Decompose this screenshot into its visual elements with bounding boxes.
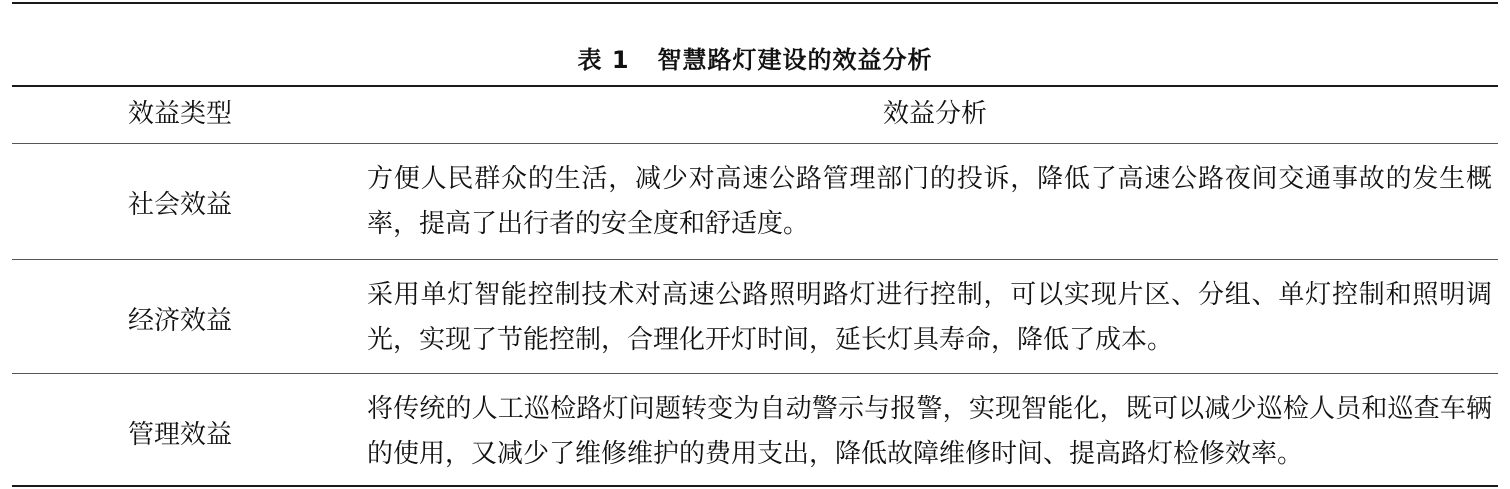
row-benefit-analysis: 采用单灯智能控制技术对高速公路照明路灯进行控制，可以实现片区、分组、单灯控制和照明调光，实现了节能控制，合理化开灯时间，延长灯具寿命，降低了成本。 — [367, 280, 1492, 355]
header-benefit-analysis: 效益分析 — [882, 99, 987, 129]
table-row — [0, 261, 1510, 375]
header-bottom-rule — [12, 143, 1498, 144]
table-row — [0, 145, 1510, 259]
table-row — [0, 375, 1510, 489]
table-number: 表 1 — [577, 46, 630, 74]
row-divider — [12, 373, 1498, 374]
bottom-rule — [12, 485, 1498, 487]
table-caption — [0, 40, 1510, 75]
row-benefit-analysis: 将传统的人工巡检路灯问题转变为自动警示与报警，实现智能化，既可以减少巡检人员和巡查车辆的使用，又减少了维修维护的费用支出，降低故障维修时间、提高路灯检修效率。 — [367, 394, 1492, 469]
top-rule — [12, 2, 1498, 4]
row-benefit-type: 社会效益 — [127, 189, 232, 220]
table-title: 智慧路灯建设的效益分析 — [657, 46, 933, 74]
row-benefit-type: 经济效益 — [127, 305, 232, 336]
row-benefit-analysis: 方便人民群众的生活，减少对高速公路管理部门的投诉，降低了高速公路夜间交通事故的发生概率，提高了出行者的安全度和舒适度。 — [367, 164, 1492, 239]
row-benefit-type: 管理效益 — [127, 419, 232, 450]
header-top-rule — [12, 85, 1498, 87]
header-benefit-type: 效益类型 — [127, 99, 232, 129]
row-divider — [12, 259, 1498, 260]
